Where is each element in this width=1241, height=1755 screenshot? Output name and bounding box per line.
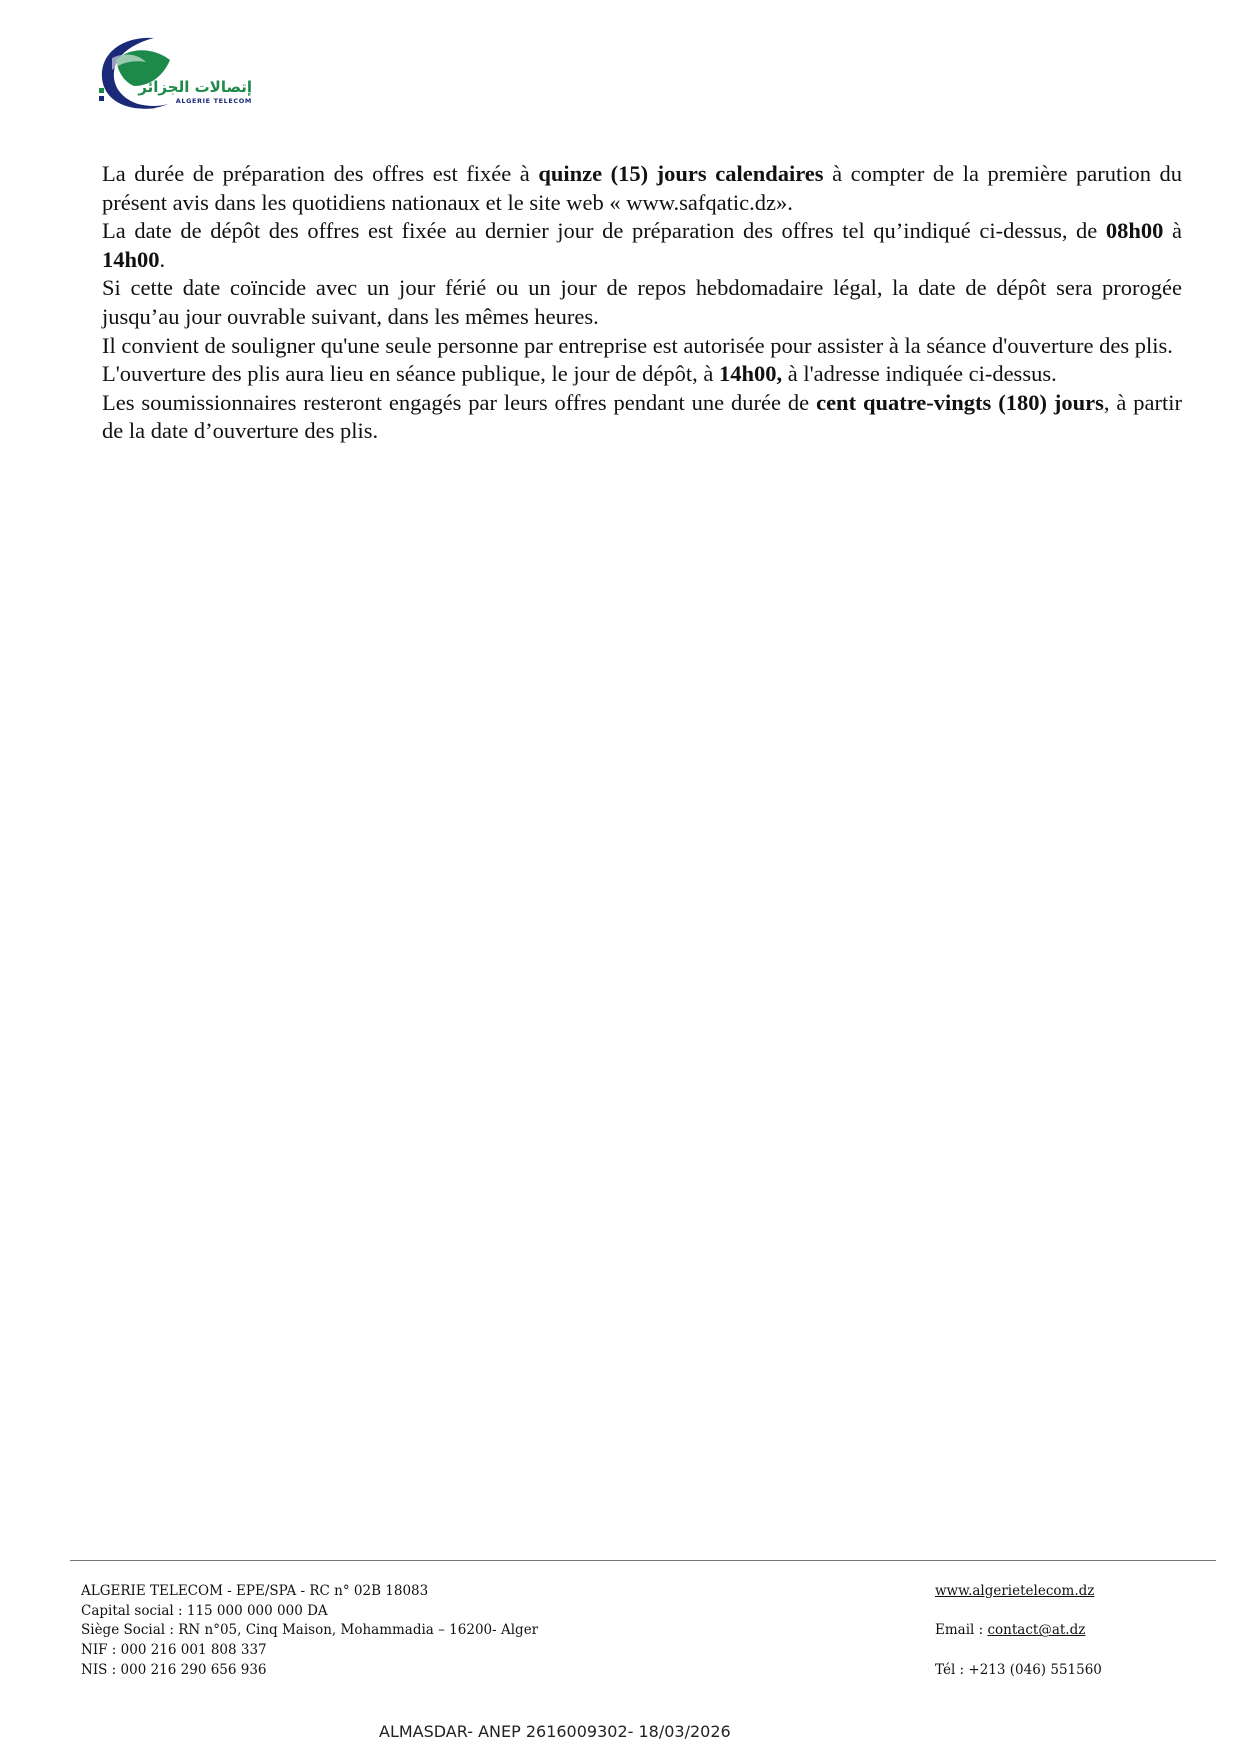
company-info [81, 1582, 538, 1681]
company-info-line: Capital social : 115 000 000 000 DA [81, 1602, 328, 1619]
paragraph-text: Il convient de souligner qu'une seule personne par entreprise est autorisée pour assister à la séance d'ouverture des plis. [102, 332, 1173, 358]
paragraph-text: , à partir de la date d’ouverture des plis. [102, 389, 1183, 444]
paragraph-text: à l'adresse indiquée ci-dessus. [782, 361, 1057, 387]
paragraph [102, 389, 1182, 446]
paragraph-text: à [1163, 218, 1182, 244]
email-label: Email : [935, 1622, 988, 1639]
footer-divider [70, 1560, 1216, 1561]
paragraph-text: Si cette date coïncide avec un jour férié ou un jour de repos hebdomadaire légal, la date de dépôt sera prorogée jusqu’au jour ouvrable suivant, dans les mêmes heures. [102, 275, 1182, 329]
company-info-line: ALGERIE TELECOM - EPE/SPA - RC n° 02B 18083 [81, 1583, 429, 1599]
paragraph-text: La date de dépôt des offres est fixée au dernier jour de préparation des offres tel qu’indiqué ci-dessus, de [102, 218, 1106, 244]
paragraph [102, 274, 1182, 331]
emphasis-text: 14h00, [718, 361, 783, 387]
publication-reference: ALMASDAR- ANEP 2616009302- 18/03/2026 [379, 1722, 731, 1741]
phone-number: Tél : +213 (046) 551560 [935, 1661, 1102, 1678]
emphasis-text: quinze (15) jours calendaires [538, 161, 824, 186]
paragraph-text: Les soumissionnaires resteront engagés par leurs offres pendant une durée de [102, 389, 817, 415]
website-link[interactable]: www.algerietelecom.dz [935, 1583, 1095, 1599]
company-info-line: NIF : 000 216 001 808 337 [81, 1642, 267, 1659]
contact-info [935, 1582, 1102, 1680]
paragraph [102, 360, 1182, 389]
paragraph-text: La durée de préparation des offres est fixée à [102, 161, 539, 186]
paragraph-text: L'ouverture des plis aura lieu en séance publique, le jour de dépôt, à [102, 361, 719, 387]
emphasis-text: cent quatre-vingts (180) jours [816, 389, 1104, 415]
paragraph [102, 332, 1182, 361]
email-link[interactable]: contact@at.dz [987, 1622, 1086, 1639]
logo-latin-name: ALGERIE TELECOM [175, 97, 252, 105]
emphasis-text: 14h00 [102, 246, 160, 272]
paragraph [102, 217, 1182, 274]
paragraph [102, 160, 1182, 217]
announcement-body [102, 160, 1182, 446]
emphasis-text: 08h00 [1105, 218, 1164, 244]
logo-arabic-name: إتصالات الجزائر [138, 78, 252, 96]
company-info-line: NIS : 000 216 290 656 936 [81, 1661, 267, 1678]
company-info-line: Siège Social : RN n°05, Cinq Maison, Mohammadia – 16200- Alger [81, 1622, 539, 1639]
paragraph-text: . [159, 246, 166, 272]
paragraph-text: à compter de la première parution du présent avis dans les quotidiens nationaux et le site web « www.safqatic.dz». [102, 161, 1183, 215]
algerie-telecom-logo [94, 30, 284, 118]
